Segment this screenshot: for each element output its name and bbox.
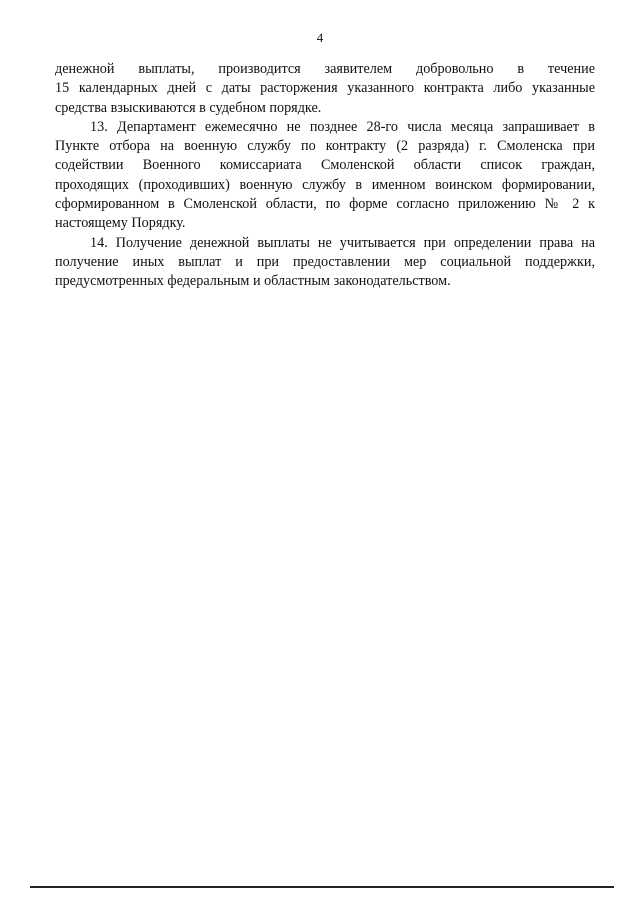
text-line: 13. Департамент ежемесячно не позднее 28-го числа месяца запрашивает в [90,118,595,135]
paragraph-continuation [55,60,595,118]
text-line: получение иных выплат и при предоставлении мер социальной поддержки, [55,253,595,270]
footer-divider [30,886,614,888]
paragraph-item-13 [55,118,595,234]
text-line: содействии Военного комиссариата Смоленской области список граждан, [55,157,595,174]
text-line: настоящему Порядку. [55,215,186,232]
text-line: Пункте отбора на военную службу по контракту (2 разряда) г. Смоленска при [55,138,595,155]
text-line: сформированном в Смоленской области, по форме согласно приложению № 2 к [55,196,595,213]
paragraph-item-14 [55,234,595,292]
text-line: 15 календарных дней с даты расторжения указанного контракта либо указанные [55,80,595,97]
text-line: проходящих (проходивших) военную службу в именном воинском формировании, [55,176,595,193]
text-line: средства взыскиваются в судебном порядке. [55,99,322,116]
document-body [55,60,595,292]
text-line: денежной выплаты, производится заявителем добровольно в течение [55,61,595,77]
page-number: 4 [316,30,324,45]
text-line: 14. Получение денежной выплаты не учитывается при определении права на [90,234,595,251]
text-line: предусмотренных федеральным и областным законодательством. [55,273,451,290]
